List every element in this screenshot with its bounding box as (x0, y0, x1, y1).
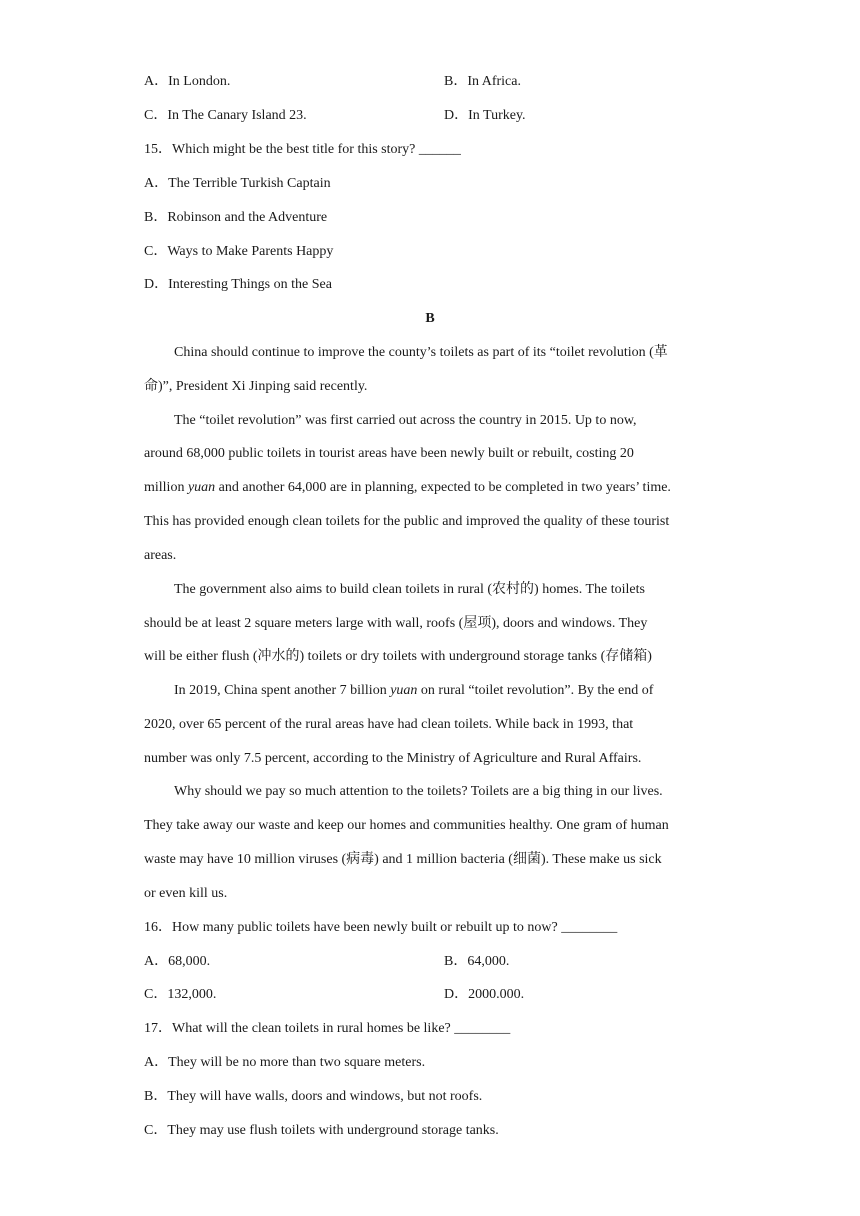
passage-line: The government also aims to build clean toilets in rural (农村的) homes. The toilets (174, 582, 645, 597)
italic-word: yuan (390, 683, 418, 698)
q14-option-a: A．In London. (144, 74, 231, 89)
passage-line: waste may have 10 million viruses (病毒) and 1 million bacteria (细菌). These make us sick (144, 852, 662, 867)
q14-option-b: B．In Africa. (444, 74, 521, 89)
q15-option-b: B．Robinson and the Adventure (144, 210, 328, 225)
q17-stem: 17．What will the clean toilets in rural homes be like? ________ (144, 1021, 511, 1036)
italic-word: yuan (187, 480, 216, 495)
passage-line: Why should we pay so much attention to the toilets? Toilets are a big thing in our lives. (174, 784, 663, 799)
passage-line: China should continue to improve the county’s toilets as part of its “toilet revolution (革 (174, 345, 668, 360)
q16-option-c: C．132,000. (144, 987, 217, 1002)
q14-option-c: C．In The Canary Island 23. (144, 108, 307, 123)
q17-option-b: B．They will have walls, doors and windows, but not roofs. (144, 1089, 483, 1104)
passage-line: number was only 7.5 percent, according to the Ministry of Agriculture and Rural Affairs. (144, 751, 642, 766)
q16-option-b: B．64,000. (444, 954, 510, 969)
text-run: million (144, 480, 188, 495)
passage-line: will be either flush (冲水的) toilets or dry toilets with underground storage tanks (存储箱) (144, 649, 652, 664)
passage-line: The “toilet revolution” was first carried out across the country in 2015. Up to now, (174, 413, 637, 428)
passage-line: or even kill us. (144, 886, 228, 901)
text-run: and another 64,000 are in planning, expected to be completed in two years’ time. (215, 480, 671, 495)
passage-line (174, 681, 653, 701)
q15-option-a: A．The Terrible Turkish Captain (144, 176, 331, 191)
passage-line: should be at least 2 square meters large with wall, roofs (屋项), doors and windows. They (144, 616, 648, 631)
q16-option-d: D．2000.000. (444, 987, 525, 1002)
q16-stem: 16．How many public toilets have been newly built or rebuilt up to now? ________ (144, 920, 618, 935)
q14-option-d: D．In Turkey. (444, 108, 526, 123)
text-run: on rural “toilet revolution”. By the end of (417, 683, 654, 698)
text-run: In 2019, China spent another 7 billion (174, 683, 391, 698)
passage-line: around 68,000 public toilets in tourist areas have been newly built or rebuilt, costing 20 (144, 446, 634, 461)
passage-line: 命)”, President Xi Jinping said recently. (144, 379, 368, 394)
passage-line: They take away our waste and keep our homes and communities healthy. One gram of human (144, 818, 669, 833)
passage-line: areas. (144, 548, 177, 563)
passage-line: 2020, over 65 percent of the rural areas have had clean toilets. While back in 1993, that (144, 717, 634, 732)
passage-line (144, 478, 671, 498)
q17-option-c: C．They may use flush toilets with underground storage tanks. (144, 1123, 499, 1138)
q16-option-a: A．68,000. (144, 954, 211, 969)
q17-option-a: A．They will be no more than two square meters. (144, 1055, 426, 1070)
q15-stem: 15．Which might be the best title for this story? ______ (144, 142, 461, 157)
q15-option-d: D．Interesting Things on the Sea (144, 277, 332, 292)
passage-heading: B (425, 311, 435, 326)
passage-line: This has provided enough clean toilets for the public and improved the quality of these tourist (144, 514, 670, 529)
q15-option-c: C．Ways to Make Parents Happy (144, 244, 334, 259)
